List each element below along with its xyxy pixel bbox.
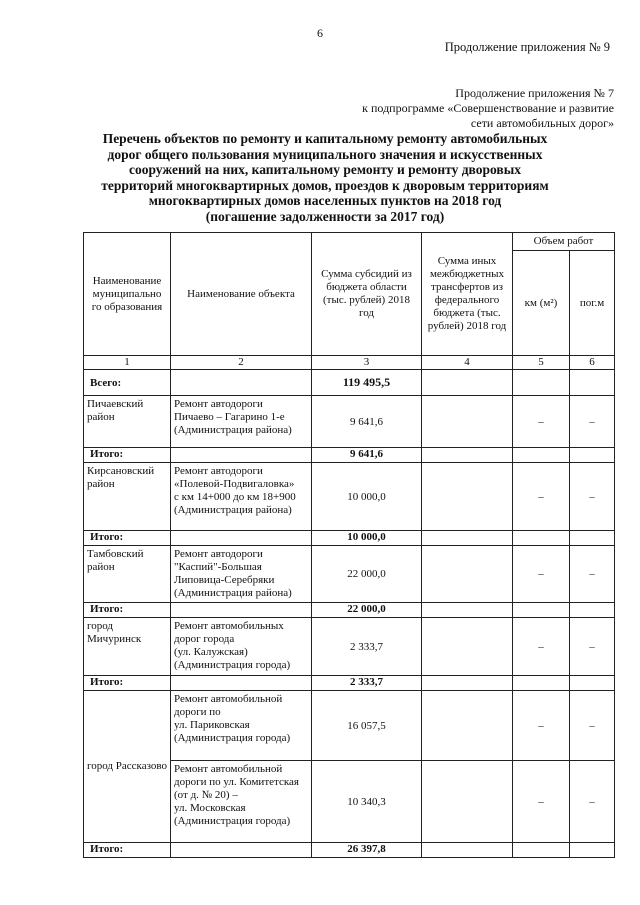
group-total-value: 26 397,8 bbox=[312, 843, 422, 858]
empty-cell bbox=[513, 531, 570, 546]
object-name bbox=[171, 546, 312, 603]
object-name-line: Ремонт автомобильной bbox=[174, 763, 283, 775]
object-name-line: Ремонт автомобильной bbox=[174, 693, 283, 705]
municipality-name: Кирсановский район bbox=[84, 463, 171, 531]
object-name-line: (Администрация города) bbox=[174, 732, 291, 744]
empty-cell bbox=[422, 676, 513, 691]
subsidy-amount: 16 057,5 bbox=[312, 691, 422, 761]
empty-cell bbox=[422, 603, 513, 618]
empty-cell bbox=[422, 370, 513, 396]
volume-km: – bbox=[513, 761, 570, 843]
empty-cell bbox=[513, 843, 570, 858]
empty-cell bbox=[570, 603, 615, 618]
empty-cell bbox=[171, 603, 312, 618]
volume-pogm: – bbox=[570, 691, 615, 761]
empty-cell bbox=[513, 603, 570, 618]
title-line-4: территорий многоквартирных домов, проездов к дворовым территориям bbox=[101, 177, 549, 193]
object-name-line: Липовица-Серебряки bbox=[174, 574, 275, 586]
objects-table bbox=[83, 232, 615, 858]
transfers-amount bbox=[422, 546, 513, 603]
empty-cell bbox=[171, 843, 312, 858]
object-name-line: (Администрация района) bbox=[174, 424, 292, 436]
column-numbers-row bbox=[84, 356, 615, 370]
object-name-line: Ремонт автодороги bbox=[174, 548, 263, 560]
transfers-amount bbox=[422, 618, 513, 676]
object-name-line: дороги по bbox=[174, 706, 221, 718]
object-name-line: (Администрация района) bbox=[174, 504, 292, 516]
volume-pogm: – bbox=[570, 546, 615, 603]
object-row bbox=[84, 546, 615, 603]
group-total-label: Итого: bbox=[84, 843, 171, 858]
empty-cell bbox=[570, 676, 615, 691]
transfers-amount bbox=[422, 691, 513, 761]
group-total-value: 9 641,6 bbox=[312, 448, 422, 463]
col-number-2: 2 bbox=[171, 356, 312, 370]
empty-cell bbox=[570, 448, 615, 463]
volume-km: – bbox=[513, 463, 570, 531]
transfers-amount bbox=[422, 463, 513, 531]
document-title bbox=[60, 131, 590, 224]
header-subsidy: Сумма субсидий из бюджета области (тыс. рублей) 2018 год bbox=[312, 233, 422, 356]
continuation-appendix-7 bbox=[362, 86, 614, 131]
total-all-label: Всего: bbox=[84, 370, 171, 396]
volume-km: – bbox=[513, 546, 570, 603]
object-name-line: Ремонт автомобильных bbox=[174, 620, 284, 632]
title-line-3: сооружений на них, капитальному ремонту и ремонту дворовых bbox=[128, 162, 522, 177]
municipality-name: город Рассказово bbox=[84, 691, 171, 843]
object-name-line: Ремонт автодороги bbox=[174, 465, 263, 477]
group-total-label: Итого: bbox=[84, 603, 171, 618]
subsidy-amount: 10 000,0 bbox=[312, 463, 422, 531]
object-name-line: ул. Париковская bbox=[174, 719, 250, 731]
group-total-row bbox=[84, 843, 615, 858]
volume-pogm: – bbox=[570, 396, 615, 448]
continuation-appendix-9: Продолжение приложения № 9 bbox=[444, 40, 610, 54]
title-line-1: Перечень объектов по ремонту и капитальному ремонту автомобильных bbox=[102, 131, 548, 146]
volume-km: – bbox=[513, 618, 570, 676]
empty-cell bbox=[570, 843, 615, 858]
col-number-4: 4 bbox=[422, 356, 513, 370]
group-total-row bbox=[84, 531, 615, 546]
total-all-row bbox=[84, 370, 615, 396]
volume-km: – bbox=[513, 396, 570, 448]
appendix-7-line-2: к подпрограмме «Совершенствование и развитие bbox=[362, 101, 614, 115]
object-name-line: (от д. № 20) – bbox=[174, 789, 238, 801]
empty-cell bbox=[513, 370, 570, 396]
object-name-line: дороги по ул. Комитетская bbox=[174, 776, 299, 788]
object-name bbox=[171, 463, 312, 531]
group-total-row bbox=[84, 603, 615, 618]
object-name bbox=[171, 691, 312, 761]
object-name-line: (Администрация города) bbox=[174, 659, 291, 671]
object-name-line: с км 14+000 до км 18+900 bbox=[174, 491, 296, 503]
header-municipality: Наименование муниципально го образования bbox=[84, 233, 171, 356]
volume-pogm: – bbox=[570, 463, 615, 531]
appendix-7-line-3: сети автомобильных дорог» bbox=[470, 116, 614, 130]
group-total-label: Итого: bbox=[84, 676, 171, 691]
total-all-value: 119 495,5 bbox=[312, 370, 422, 396]
empty-cell bbox=[171, 676, 312, 691]
title-line-5: многоквартирных домов населенных пунктов на 2018 год bbox=[148, 193, 502, 208]
subsidy-amount: 9 641,6 bbox=[312, 396, 422, 448]
header-pogm: пог.м bbox=[570, 251, 615, 356]
object-name-line: "Каспий"-Большая bbox=[174, 561, 262, 573]
object-name-line: ул. Московская bbox=[174, 802, 246, 814]
object-name-line: (ул. Калужская) bbox=[174, 646, 248, 658]
page-number: 6 bbox=[317, 26, 323, 40]
empty-cell bbox=[171, 370, 312, 396]
object-row bbox=[84, 463, 615, 531]
volume-pogm: – bbox=[570, 761, 615, 843]
subsidy-amount: 2 333,7 bbox=[312, 618, 422, 676]
empty-cell bbox=[513, 676, 570, 691]
empty-cell bbox=[422, 531, 513, 546]
transfers-amount bbox=[422, 396, 513, 448]
object-row bbox=[84, 396, 615, 448]
object-name bbox=[171, 396, 312, 448]
municipality-name: Тамбовский район bbox=[84, 546, 171, 603]
header-volume: Объем работ bbox=[513, 233, 615, 251]
empty-cell bbox=[422, 448, 513, 463]
municipality-name: Пичаевский район bbox=[84, 396, 171, 448]
group-total-value: 2 333,7 bbox=[312, 676, 422, 691]
volume-pogm: – bbox=[570, 618, 615, 676]
object-name bbox=[171, 618, 312, 676]
object-row bbox=[84, 618, 615, 676]
object-name-line: (Администрация города) bbox=[174, 815, 291, 827]
object-name-line: «Полевой-Подвигаловка» bbox=[174, 478, 295, 490]
appendix-7-line-1: Продолжение приложения № 7 bbox=[455, 86, 614, 100]
group-total-value: 22 000,0 bbox=[312, 603, 422, 618]
transfers-amount bbox=[422, 761, 513, 843]
title-line-6: (погашение задолженности за 2017 год) bbox=[205, 208, 445, 224]
group-total-row bbox=[84, 676, 615, 691]
header-object: Наименование объекта bbox=[171, 233, 312, 356]
empty-cell bbox=[171, 531, 312, 546]
object-name-line: Пичаево – Гагарино 1-е bbox=[174, 411, 285, 423]
header-km: км (м²) bbox=[513, 251, 570, 356]
col-number-3: 3 bbox=[312, 356, 422, 370]
empty-cell bbox=[570, 370, 615, 396]
group-total-value: 10 000,0 bbox=[312, 531, 422, 546]
group-total-label: Итого: bbox=[84, 448, 171, 463]
header-transfers: Сумма иных межбюджетных трансфертов из федерального бюджета (тыс. рублей) 2018 год bbox=[422, 233, 513, 356]
title-line-2: дорог общего пользования муниципального значения и искусственных bbox=[107, 146, 543, 162]
objects-table-body bbox=[84, 233, 615, 858]
col-number-1: 1 bbox=[84, 356, 171, 370]
subsidy-amount: 10 340,3 bbox=[312, 761, 422, 843]
object-name-line: дорог города bbox=[174, 633, 235, 645]
empty-cell bbox=[171, 448, 312, 463]
object-name bbox=[171, 761, 312, 843]
object-name-line: Ремонт автодороги bbox=[174, 398, 263, 410]
volume-km: – bbox=[513, 691, 570, 761]
object-name-line: (Администрация района) bbox=[174, 587, 292, 599]
col-number-6: 6 bbox=[570, 356, 615, 370]
empty-cell bbox=[570, 531, 615, 546]
empty-cell bbox=[422, 843, 513, 858]
object-row bbox=[84, 691, 615, 761]
group-total-label: Итого: bbox=[84, 531, 171, 546]
empty-cell bbox=[513, 448, 570, 463]
municipality-name: город Мичуринск bbox=[84, 618, 171, 676]
col-number-5: 5 bbox=[513, 356, 570, 370]
group-total-row bbox=[84, 448, 615, 463]
subsidy-amount: 22 000,0 bbox=[312, 546, 422, 603]
header-row-top bbox=[84, 233, 615, 251]
